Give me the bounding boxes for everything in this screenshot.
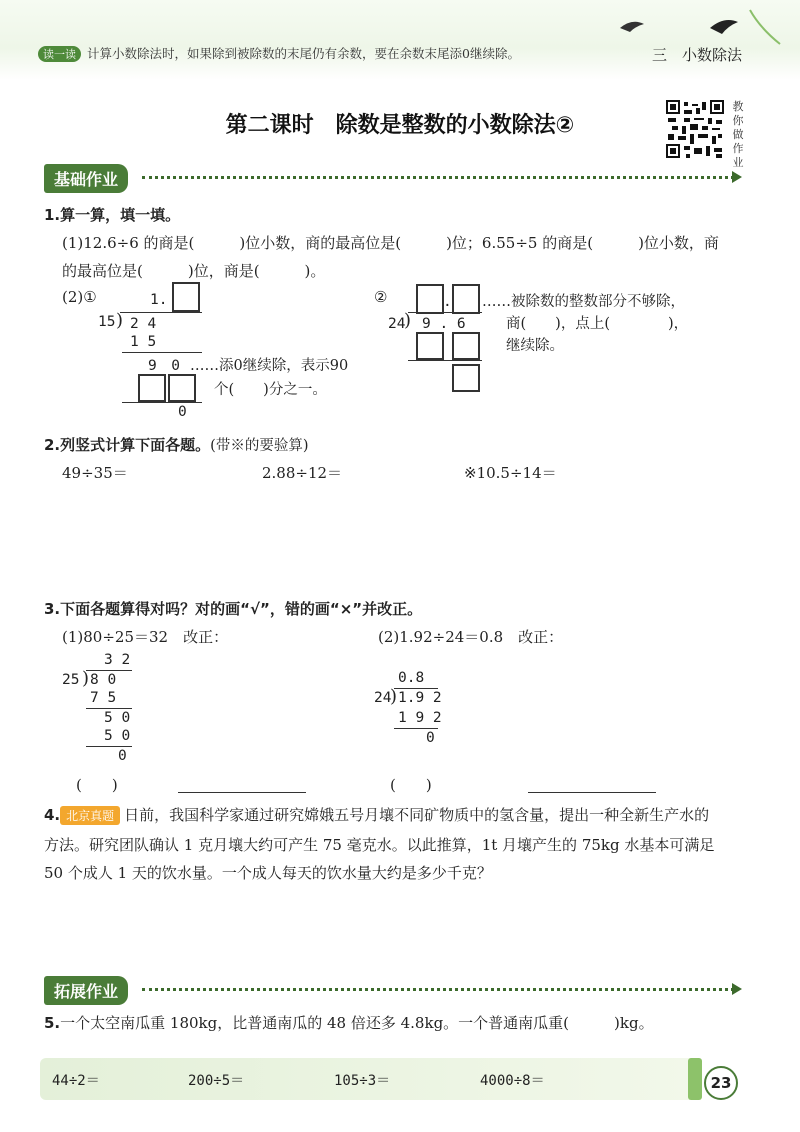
q3-number: 3. [44, 600, 61, 618]
d2-quotient-dot: . [443, 294, 452, 310]
section-extend-divider [142, 988, 734, 991]
q1-line1: (1)12.6÷6 的商是( )位小数，商的最高位是( )位；6.55÷5 的商是( )位小数，商 [62, 234, 719, 252]
d2-note-a: ……被除数的整数部分不够除， [482, 294, 685, 310]
qr-caption: 教你做作业 [732, 100, 744, 169]
q5-number: 5. [44, 1014, 61, 1032]
q3b-dividend: 1.9 2 [398, 690, 442, 706]
q3b-quotient: 0.8 [398, 670, 425, 686]
section-extend-tag: 拓展作业 [44, 976, 128, 1005]
q3a-sub1: 7 5 [90, 690, 117, 706]
d2-box-c[interactable] [416, 332, 444, 360]
q3a-line3 [86, 746, 132, 747]
chapter-name: 小数除法 [682, 46, 743, 64]
q3b-sub1: 1 9 2 [398, 710, 442, 726]
d1-sub1: 1 5 [130, 334, 157, 350]
d2-top-line [408, 312, 482, 313]
q4-text-2: 方法。研究团队确认 1 克月壤大约可产生 75 毫克水。以此推算，1t 月壤产生的 75kg 水基本可满足 [44, 836, 715, 854]
q3a-quotient: 3 2 [104, 652, 131, 668]
q1-part2-label: (2)① [62, 288, 97, 306]
q3-b-label: (2)1.92÷24＝0.8 改正： [378, 628, 564, 646]
q2-item-2: 2.88÷12＝ [262, 464, 343, 482]
q3a-rem2: 0 [118, 748, 127, 764]
q2-number: 2. [44, 436, 61, 454]
q4-line1 [44, 804, 709, 825]
d1-note-b: 个( )分之一。 [214, 382, 327, 398]
page-title: 第二课时 除数是整数的小数除法② [225, 113, 575, 138]
d1-line2 [122, 352, 202, 353]
d1-dividend: 2 4 [130, 316, 157, 332]
q3a-bracket: ) [82, 668, 90, 689]
d1-quotient-box[interactable] [172, 282, 200, 312]
q3b-bracket: ) [390, 686, 398, 707]
chapter-label [652, 44, 742, 65]
d1-bracket: ) [116, 310, 124, 331]
q4-text-1: 日前，我国科学家通过研究嫦娥五号月壤不同矿物质中的氢含量，提出一种全新生产水的 [124, 806, 710, 824]
q1-stem: 算一算，填一填。 [60, 206, 181, 224]
d1-final-zero: 0 [178, 404, 187, 420]
d1-divisor: 15 [98, 314, 116, 330]
d1-box-a[interactable] [138, 374, 166, 402]
tip-badge: 读一读 [38, 46, 81, 62]
q3a-dividend: 8 0 [90, 672, 117, 688]
q2-stem-note: (带※的要验算) [210, 438, 309, 454]
q3a-judge-paren[interactable]: ( ) [76, 776, 118, 794]
page-tab [688, 1058, 702, 1100]
q3-stem: 下面各题算得对吗？对的画“√”，错的画“×”并改正。 [60, 600, 423, 618]
oral-item-3: 105÷3＝ [334, 1073, 391, 1089]
q3a-line2 [86, 708, 132, 709]
d1-top-line [120, 312, 202, 313]
d2-quotient-box-b[interactable] [452, 284, 480, 314]
oral-item-2: 200÷5＝ [188, 1073, 245, 1089]
d1-rem1: 9 0 [148, 358, 180, 374]
q2-stem: 列竖式计算下面各题。 [60, 436, 211, 454]
d1-note-a: ……添0继续除，表示90 [190, 358, 349, 374]
d1-line3 [122, 402, 202, 403]
q3b-line2 [394, 728, 438, 729]
d2-note-c: 继续除。 [506, 338, 564, 354]
q1-number: 1. [44, 206, 61, 224]
oral-item-4: 4000÷8＝ [480, 1073, 545, 1089]
page-number: 23 [704, 1066, 738, 1100]
q1-header [44, 204, 180, 225]
q3b-correction-line[interactable] [528, 792, 656, 793]
q3a-divisor: 25 [62, 672, 80, 688]
d2-line2 [408, 360, 482, 361]
oral-item-1: 44÷2＝ [52, 1073, 100, 1089]
q3a-top-line [86, 670, 132, 671]
d1-quotient-digit: 1. [150, 292, 168, 308]
d2-quotient-box-a[interactable] [416, 284, 444, 314]
d1-box-b[interactable] [168, 374, 196, 402]
tip-text: 计算小数除法时，如果除到被除数的末尾仍有余数，要在余数末尾添0继续除。 [87, 46, 520, 61]
d2-dividend: 9 . 6 [422, 316, 466, 332]
q3a-sub2: 5 0 [104, 728, 131, 744]
q1-line2: 的最高位是( )位，商是( )。 [62, 262, 326, 280]
arrow-right-icon [732, 171, 742, 183]
d2-box-d[interactable] [452, 332, 480, 360]
q2-item-3: ※10.5÷14＝ [464, 464, 557, 482]
q4-number: 4. [44, 806, 61, 824]
swallow-decoration-icon [600, 8, 790, 48]
q3a-correction-line[interactable] [178, 792, 306, 793]
q3b-judge-paren[interactable]: ( ) [390, 776, 432, 794]
q3b-top-line [394, 688, 438, 689]
reading-tip [38, 44, 520, 62]
d2-bracket: ) [404, 310, 412, 331]
section-basic-divider [142, 176, 734, 179]
d2-note-b: 商( )，点上( )， [506, 316, 689, 332]
q4-text-3: 50 个成人 1 天的饮水量。一个成人每天的饮水量大约是多少千克？ [44, 864, 492, 882]
d2-divisor: 24 [388, 316, 406, 332]
q3b-divisor: 24 [374, 690, 392, 706]
q3-header [44, 598, 422, 619]
d2-box-e[interactable] [452, 364, 480, 392]
chapter-number: 三 [652, 46, 668, 64]
section-basic-tag: 基础作业 [44, 164, 128, 193]
q5-line [44, 1012, 654, 1033]
arrow-right-icon [732, 983, 742, 995]
q1-part2b-label: ② [374, 288, 388, 306]
qr-code-icon[interactable] [666, 100, 724, 158]
q5-text: 一个太空南瓜重 180kg，比普通南瓜的 48 倍还多 4.8kg。一个普通南瓜重( )kg。 [60, 1014, 654, 1032]
q2-item-1: 49÷35＝ [62, 464, 128, 482]
q3a-rem1: 5 0 [104, 710, 131, 726]
q2-header [44, 434, 308, 455]
q4-badge: 北京真题 [60, 806, 120, 825]
q3b-rem1: 0 [426, 730, 435, 746]
q3-a-label: (1)80÷25＝32 改正： [62, 628, 229, 646]
